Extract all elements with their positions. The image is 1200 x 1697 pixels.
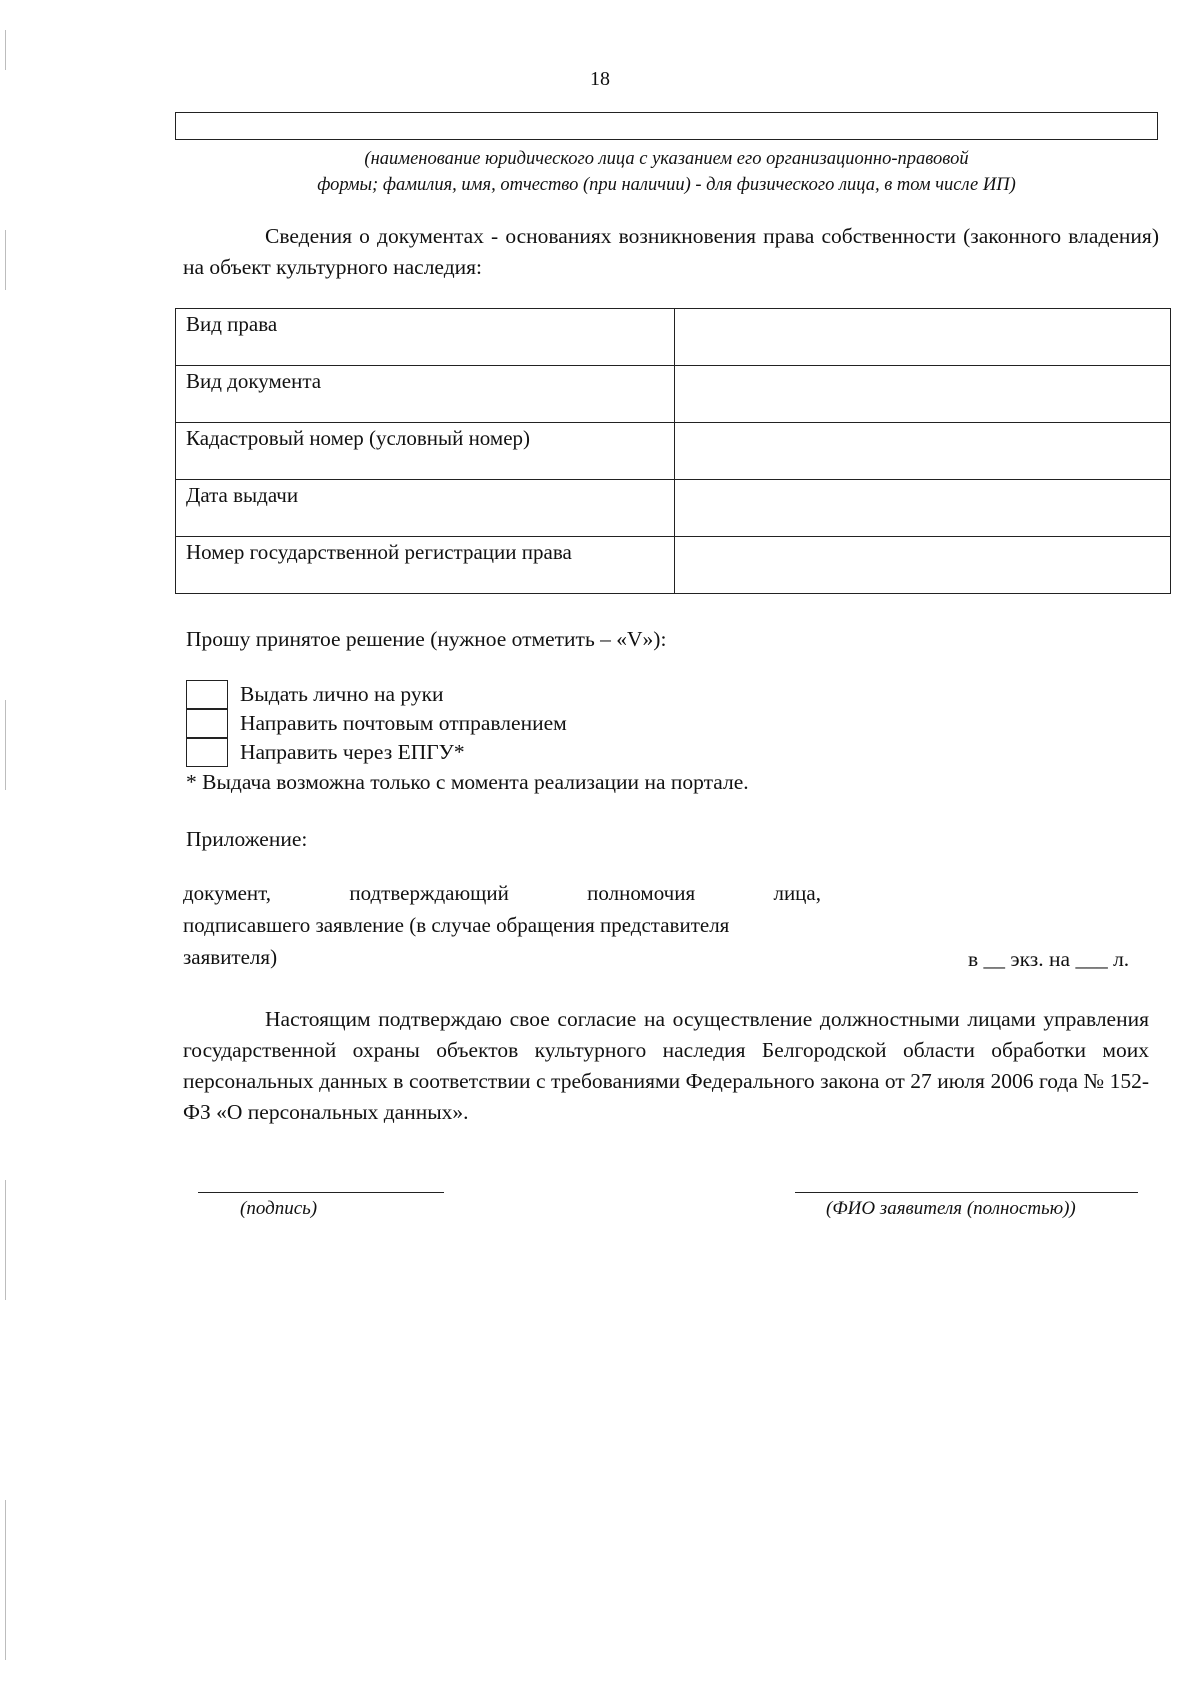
option-in-person-checkbox[interactable] bbox=[186, 680, 228, 709]
documents-intro: Сведения о документах - основаниях возникновения права собственности (законного владения) на объект культурного наследия: bbox=[183, 224, 1159, 279]
epgu-footnote: * Выдача возможна только с момента реализации на портале. bbox=[186, 770, 749, 794]
table-row bbox=[176, 366, 1171, 423]
page-number: 18 bbox=[590, 68, 610, 90]
consent-paragraph: Настоящим подтверждаю свое согласие на осуществление должностными лицами управления государственной охраны объектов культурного наследия Белгородской области обработки моих персональных данных в соответствии с требованиями Федерального закона от 27 июля 2006 года № 152-ФЗ «О персональных данных». bbox=[183, 1007, 1149, 1124]
table-value-cell[interactable] bbox=[675, 309, 1171, 366]
scan-margin-line bbox=[5, 30, 6, 70]
table-value-cell[interactable] bbox=[675, 423, 1171, 480]
attachment-doc-line2: подписавшего заявление (в случае обращения представителя bbox=[183, 913, 730, 937]
name-field-caption-line1: (наименование юридического лица с указанием его организационно-правовой bbox=[364, 149, 969, 169]
option-in-person-label: Выдать лично на руки bbox=[240, 682, 444, 706]
table-value-cell[interactable] bbox=[675, 537, 1171, 594]
table-row bbox=[176, 309, 1171, 366]
applicant-name-line[interactable] bbox=[795, 1192, 1138, 1193]
signature-line[interactable] bbox=[198, 1192, 444, 1193]
scan-margin-line bbox=[5, 700, 6, 790]
name-field-caption-line2: формы; фамилия, имя, отчество (при наличии) - для физического лица, в том числе ИП) bbox=[317, 175, 1016, 195]
table-label-cell: Вид права bbox=[176, 309, 675, 366]
attachment-doc-line1: документ, подтверждающий полномочия лица, bbox=[183, 881, 821, 905]
attachment-copies: в __ экз. на ___ л. bbox=[968, 947, 1130, 971]
signature-caption: (подпись) bbox=[240, 1198, 318, 1219]
table-label-cell: Вид документа bbox=[176, 366, 675, 423]
table-value-cell[interactable] bbox=[675, 480, 1171, 537]
option-by-post-label: Направить почтовым отправлением bbox=[240, 711, 567, 735]
scan-margin-line bbox=[5, 1500, 6, 1660]
attachment-doc-line3: заявителя) bbox=[183, 945, 278, 969]
table-value-cell[interactable] bbox=[675, 366, 1171, 423]
attachment-title: Приложение: bbox=[186, 827, 308, 851]
table-row bbox=[176, 537, 1171, 594]
attachment-document bbox=[183, 877, 821, 973]
ownership-documents-table bbox=[175, 308, 1171, 594]
table-label-cell: Кадастровый номер (условный номер) bbox=[176, 423, 675, 480]
decision-prompt: Прошу принятое решение (нужное отметить – «V»): bbox=[186, 627, 667, 651]
applicant-name-field[interactable] bbox=[175, 112, 1158, 140]
table-label-cell: Номер государственной регистрации права bbox=[176, 537, 675, 594]
option-epgu-checkbox[interactable] bbox=[186, 738, 228, 767]
applicant-name-caption: (ФИО заявителя (полностью)) bbox=[826, 1198, 1076, 1219]
option-epgu-label: Направить через ЕПГУ* bbox=[240, 740, 465, 764]
scan-margin-line bbox=[5, 230, 6, 290]
table-row bbox=[176, 480, 1171, 537]
table-label-cell: Дата выдачи bbox=[176, 480, 675, 537]
option-by-post-checkbox[interactable] bbox=[186, 709, 228, 738]
table-row bbox=[176, 423, 1171, 480]
scan-margin-line bbox=[5, 1180, 6, 1300]
